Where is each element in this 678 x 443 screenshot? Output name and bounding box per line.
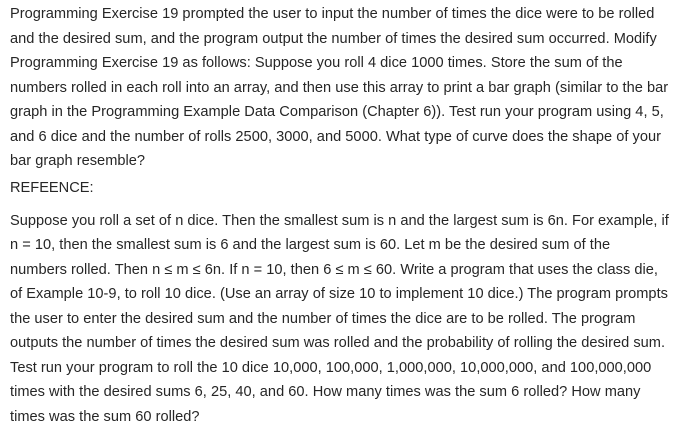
reference-paragraph: Suppose you roll a set of n dice. Then the smallest sum is n and the largest sum is 6n. For example, if n = 10, then the smallest sum is 6 and the largest sum is 60. Let m be the desired sum of the numbers rolled. Then n ≤ m ≤ 6n. If n = 10, then 6 ≤ m ≤ 60. Write a program that uses the class die, of Example 10-9, to roll 10 dice. (Use an array of size 10 to implement 10 dice.) The program prompts the user to enter the desired sum and the number of times the dice are to be rolled. The program outputs the number of times the desired sum was rolled and the probability of rolling the desired sum. Test run your program to roll the 10 dice 10,000, 100,000, 1,000,000, 10,000,000, and 100,000,000 times with the desired sums 6, 25, 40, and 60. How many times was the sum 6 rolled? How many times was the sum 60 rolled?: [10, 212, 669, 425]
exercise-paragraph: Programming Exercise 19 prompted the user to input the number of times the dice were to be rolled and the desired sum, and the program output the number of times the desired sum occurred. Modify Programming Exercise 19 as follows: Suppose you roll 4 dice 1000 times. Store the sum of the numbers rolled in each roll into an array, and then use this array to print a bar graph (similar to the bar graph in the Programming Example Data Comparison (Chapter 6)). Test run your program using 4, 5, and 6 dice and the number of rolls 2500, 3000, and 5000. What type of curve does the shape of your bar graph resemble?: [10, 6, 669, 169]
reference-label: REFEENCE:: [10, 179, 94, 196]
